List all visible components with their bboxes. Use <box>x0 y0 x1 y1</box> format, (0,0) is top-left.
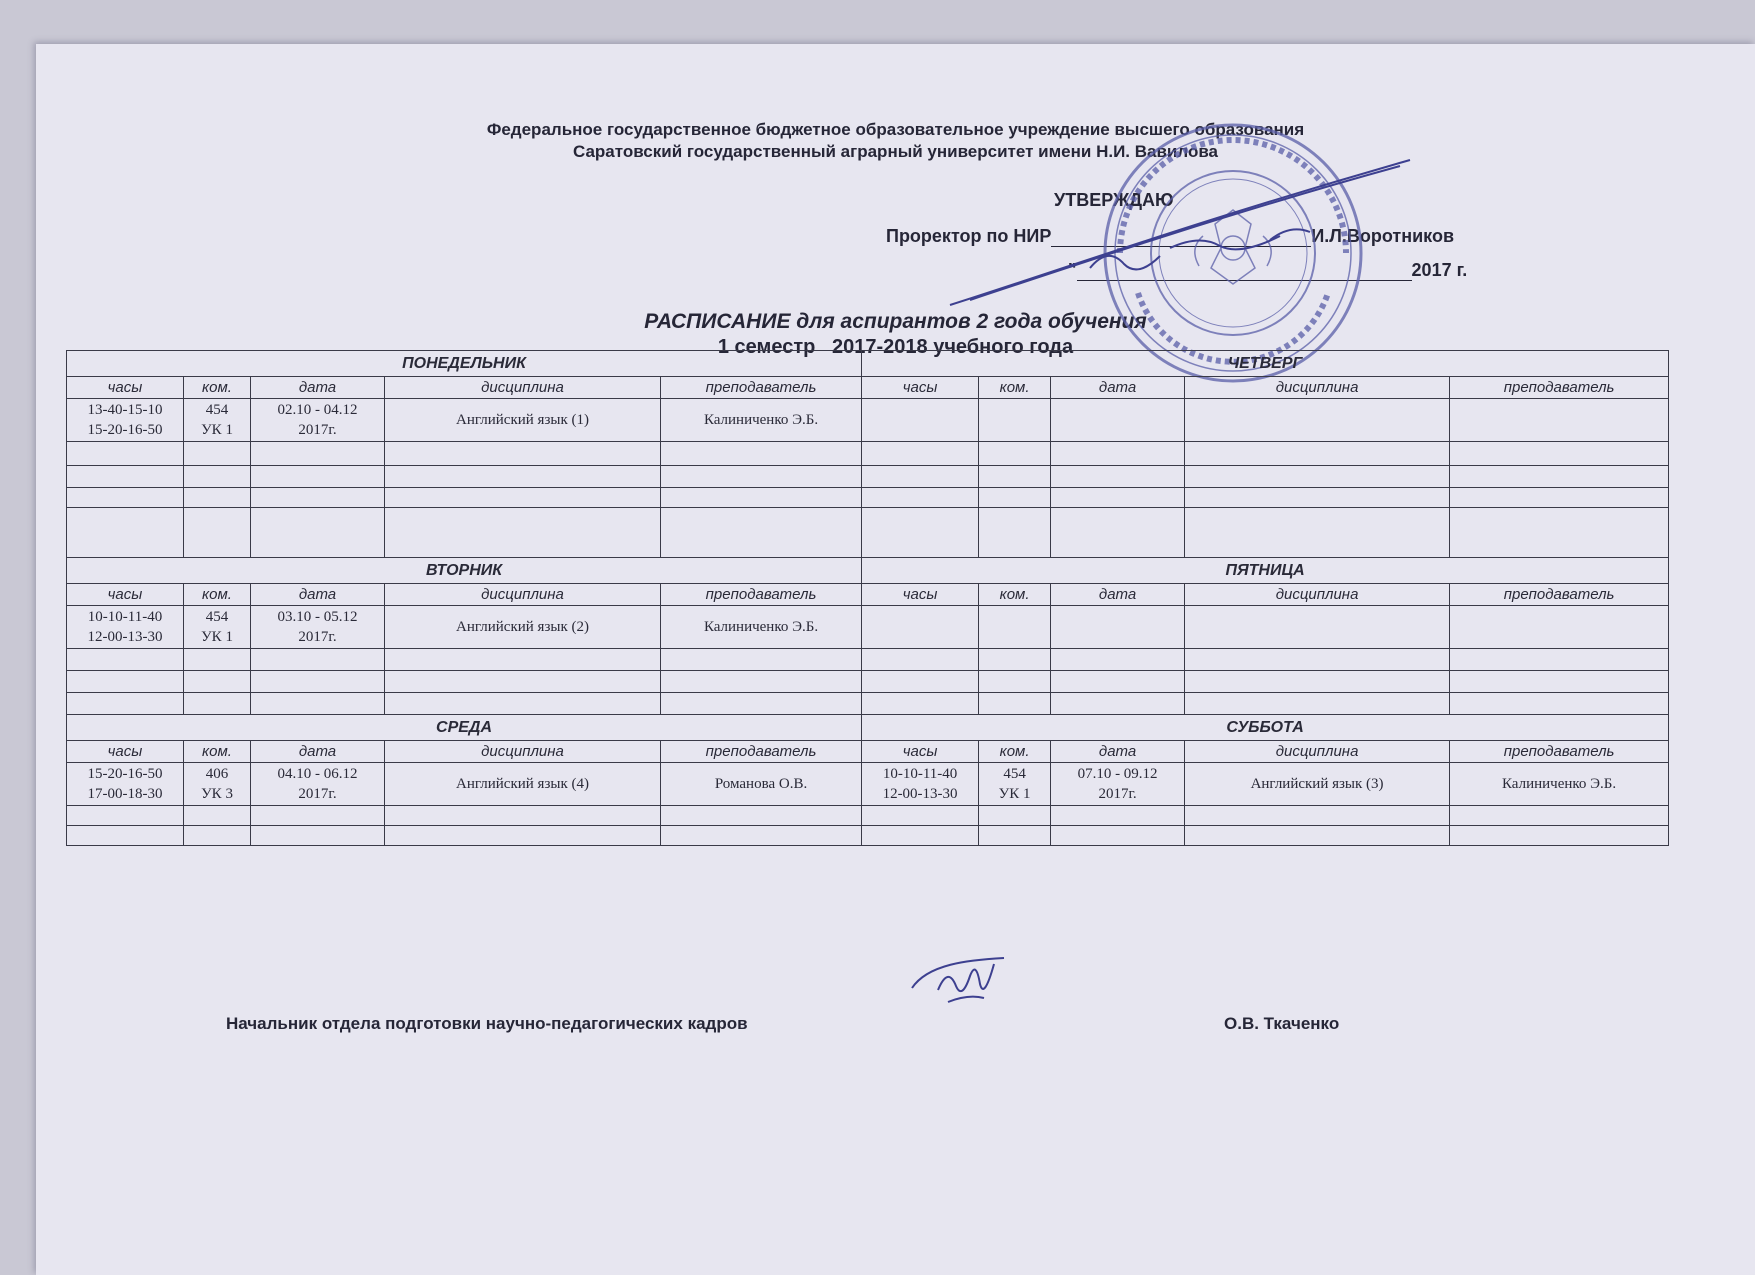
empty-row <box>67 806 1669 826</box>
empty-cell <box>862 671 979 693</box>
empty-cell <box>184 693 251 715</box>
empty-cell <box>1450 671 1669 693</box>
column-header: дисциплина <box>385 584 661 606</box>
cell-line: 07.10 - 09.12 <box>1077 766 1158 782</box>
empty-cell <box>251 649 385 671</box>
empty-cell <box>251 693 385 715</box>
date-cell <box>251 606 385 649</box>
schedule-row <box>67 606 1669 649</box>
teacher-cell: Калиниченко Э.Б. <box>661 399 862 442</box>
column-header: ком. <box>184 377 251 399</box>
empty-cell <box>979 488 1051 508</box>
empty-cell <box>661 693 862 715</box>
empty-row <box>67 508 1669 558</box>
empty-cell <box>67 671 184 693</box>
empty-row <box>67 693 1669 715</box>
day-header-1: ЧЕТВЕРГ <box>862 351 1669 377</box>
empty-row <box>67 826 1669 846</box>
empty-cell <box>385 649 661 671</box>
empty-row <box>67 488 1669 508</box>
discipline-cell: Английский язык (1) <box>385 399 661 442</box>
empty-cell <box>1051 442 1185 466</box>
empty-cell <box>385 508 661 558</box>
empty-row <box>67 671 1669 693</box>
room-cell <box>184 606 251 649</box>
room-cell <box>979 399 1051 442</box>
empty-cell <box>1450 806 1669 826</box>
empty-cell <box>184 508 251 558</box>
empty-cell <box>862 508 979 558</box>
empty-cell <box>67 826 184 846</box>
approver-signature <box>940 150 1420 320</box>
column-header: преподаватель <box>661 741 862 763</box>
date-cell <box>1051 606 1185 649</box>
teacher-cell <box>1450 399 1669 442</box>
empty-cell <box>184 488 251 508</box>
empty-cell <box>661 649 862 671</box>
approver-position: Проректор по НИР <box>886 226 1052 246</box>
column-header: дата <box>1051 741 1185 763</box>
empty-cell <box>979 693 1051 715</box>
approve-label: УТВЕРЖДАЮ <box>1054 190 1174 210</box>
empty-cell <box>251 466 385 488</box>
schedule-row <box>67 399 1669 442</box>
empty-cell <box>1450 488 1669 508</box>
hours-cell <box>862 606 979 649</box>
empty-cell <box>862 442 979 466</box>
empty-cell <box>1051 693 1185 715</box>
empty-cell <box>251 488 385 508</box>
column-header: дисциплина <box>385 741 661 763</box>
cell-line: УК 3 <box>201 786 233 802</box>
discipline-cell <box>1185 399 1450 442</box>
column-header: преподаватель <box>1450 377 1669 399</box>
empty-cell <box>979 806 1051 826</box>
empty-cell <box>184 466 251 488</box>
cell-line: 13-40-15-10 <box>87 402 163 418</box>
cell-line: 406 <box>205 766 229 782</box>
institution-line-1: Федеральное государственное бюджетное образовательное учреждение высшего образования <box>486 120 1305 139</box>
day-header-5: СУББОТА <box>862 715 1669 741</box>
empty-cell <box>67 693 184 715</box>
date-quote: " <box>1068 260 1077 280</box>
schedule-table <box>66 350 1669 846</box>
empty-cell <box>385 806 661 826</box>
teacher-cell <box>1450 606 1669 649</box>
cell-line: 12-00-13-30 <box>87 629 163 645</box>
empty-cell <box>67 466 184 488</box>
date-cell <box>1051 763 1185 806</box>
day-header-3: ПЯТНИЦА <box>862 558 1669 584</box>
cell-line: УК 1 <box>201 422 233 438</box>
cell-line: 454 <box>205 609 229 625</box>
empty-cell <box>1051 826 1185 846</box>
empty-row <box>67 466 1669 488</box>
empty-cell <box>979 826 1051 846</box>
column-header: дисциплина <box>1185 584 1450 606</box>
column-header: дата <box>251 584 385 606</box>
cell-line: УК 1 <box>201 629 233 645</box>
cell-line: 10-10-11-40 <box>87 609 163 625</box>
empty-cell <box>862 693 979 715</box>
column-header: преподаватель <box>1450 741 1669 763</box>
cell-line: 454 <box>1003 766 1026 782</box>
empty-cell <box>979 466 1051 488</box>
hours-cell <box>67 606 184 649</box>
empty-cell <box>67 508 184 558</box>
approval-year: 2017 г. <box>1411 260 1468 280</box>
empty-cell <box>251 826 385 846</box>
empty-cell <box>1185 649 1450 671</box>
empty-cell <box>385 826 661 846</box>
empty-cell <box>67 442 184 466</box>
column-header: дисциплина <box>385 377 661 399</box>
discipline-cell: Английский язык (4) <box>385 763 661 806</box>
column-header-row <box>67 377 1669 399</box>
cell-line: 10-10-11-40 <box>882 766 958 782</box>
cell-line: 04.10 - 06.12 <box>277 766 358 782</box>
column-header: ком. <box>979 377 1051 399</box>
empty-cell <box>979 508 1051 558</box>
empty-cell <box>661 466 862 488</box>
day-header-row <box>67 351 1669 377</box>
institution-line-2: Саратовский государственный аграрный университет имени Н.И. Вавилова <box>572 142 1219 161</box>
day-header-4: СРЕДА <box>67 715 862 741</box>
empty-cell <box>184 806 251 826</box>
empty-row <box>67 649 1669 671</box>
empty-cell <box>862 466 979 488</box>
cell-line: 454 <box>205 402 229 418</box>
teacher-cell: Романова О.В. <box>661 763 862 806</box>
column-header-row <box>67 584 1669 606</box>
empty-cell <box>661 442 862 466</box>
empty-cell <box>385 466 661 488</box>
empty-cell <box>862 826 979 846</box>
cell-line: 15-20-16-50 <box>87 766 163 782</box>
hours-cell <box>67 399 184 442</box>
footer-name: О.В. Ткаченко <box>1224 1014 1340 1033</box>
column-header: ком. <box>979 741 1051 763</box>
room-cell <box>184 399 251 442</box>
schedule-row <box>67 763 1669 806</box>
room-cell <box>979 606 1051 649</box>
empty-cell <box>661 826 862 846</box>
cell-line: УК 1 <box>998 786 1031 802</box>
date-cell <box>251 399 385 442</box>
empty-cell <box>1185 508 1450 558</box>
empty-cell <box>251 671 385 693</box>
column-header: дисциплина <box>1185 377 1450 399</box>
empty-cell <box>385 671 661 693</box>
column-header: дата <box>251 741 385 763</box>
discipline-cell <box>1185 606 1450 649</box>
empty-cell <box>67 488 184 508</box>
empty-cell <box>1450 649 1669 671</box>
column-header: ком. <box>184 584 251 606</box>
column-header: дата <box>1051 584 1185 606</box>
discipline-cell: Английский язык (3) <box>1185 763 1450 806</box>
empty-cell <box>184 826 251 846</box>
empty-row <box>67 442 1669 466</box>
empty-cell <box>1051 466 1185 488</box>
empty-cell <box>661 508 862 558</box>
day-header-row <box>67 558 1669 584</box>
empty-cell <box>385 693 661 715</box>
empty-cell <box>1450 508 1669 558</box>
column-header: дата <box>1051 377 1185 399</box>
column-header: часы <box>862 741 979 763</box>
empty-cell <box>385 442 661 466</box>
empty-cell <box>661 671 862 693</box>
empty-cell <box>251 442 385 466</box>
column-header: часы <box>862 377 979 399</box>
empty-cell <box>1185 671 1450 693</box>
empty-cell <box>184 649 251 671</box>
empty-cell <box>67 649 184 671</box>
hours-cell <box>862 763 979 806</box>
empty-cell <box>979 442 1051 466</box>
discipline-cell: Английский язык (2) <box>385 606 661 649</box>
empty-cell <box>862 806 979 826</box>
empty-cell <box>385 488 661 508</box>
cell-line: 02.10 - 04.12 <box>277 402 358 418</box>
empty-cell <box>1450 826 1669 846</box>
empty-cell <box>1185 442 1450 466</box>
empty-cell <box>1051 649 1185 671</box>
empty-cell <box>1450 466 1669 488</box>
hours-cell <box>67 763 184 806</box>
document-title: РАСПИСАНИЕ для аспирантов 2 года обучения <box>644 310 1147 333</box>
empty-cell <box>979 671 1051 693</box>
empty-cell <box>661 806 862 826</box>
empty-cell <box>1051 671 1185 693</box>
column-header: ком. <box>184 741 251 763</box>
column-header: преподаватель <box>1450 584 1669 606</box>
empty-cell <box>251 508 385 558</box>
column-header: часы <box>67 377 184 399</box>
empty-cell <box>184 442 251 466</box>
empty-cell <box>862 488 979 508</box>
column-header-row <box>67 741 1669 763</box>
footer-signature <box>908 952 1028 1012</box>
room-cell <box>979 763 1051 806</box>
empty-cell <box>1051 488 1185 508</box>
day-header-row <box>67 715 1669 741</box>
footer-position: Начальник отдела подготовки научно-педагогических кадров <box>226 1014 748 1033</box>
empty-cell <box>1185 488 1450 508</box>
column-header: преподаватель <box>661 584 862 606</box>
empty-cell <box>979 649 1051 671</box>
cell-line: 2017г. <box>1098 786 1137 802</box>
empty-cell <box>184 671 251 693</box>
document-subtitle: 1 семестр 2017-2018 учебного года <box>717 336 1074 358</box>
date-cell <box>251 763 385 806</box>
cell-line: 03.10 - 05.12 <box>277 609 358 625</box>
date-cell <box>1051 399 1185 442</box>
column-header: преподаватель <box>661 377 862 399</box>
empty-cell <box>661 488 862 508</box>
empty-cell <box>1185 806 1450 826</box>
column-header: часы <box>67 584 184 606</box>
empty-cell <box>1051 508 1185 558</box>
hours-cell <box>862 399 979 442</box>
column-header: часы <box>67 741 184 763</box>
empty-cell <box>1450 442 1669 466</box>
empty-cell <box>67 806 184 826</box>
empty-cell <box>1051 806 1185 826</box>
teacher-cell: Калиниченко Э.Б. <box>1450 763 1669 806</box>
empty-cell <box>1450 693 1669 715</box>
column-header: ком. <box>979 584 1051 606</box>
empty-cell <box>1185 466 1450 488</box>
cell-line: 2017г. <box>298 629 337 645</box>
cell-line: 15-20-16-50 <box>87 422 163 438</box>
cell-line: 12-00-13-30 <box>882 786 958 802</box>
column-header: дата <box>251 377 385 399</box>
empty-cell <box>1185 826 1450 846</box>
column-header: дисциплина <box>1185 741 1450 763</box>
empty-cell <box>1185 693 1450 715</box>
teacher-cell: Калиниченко Э.Б. <box>661 606 862 649</box>
day-header-0: ПОНЕДЕЛЬНИК <box>67 351 862 377</box>
cell-line: 2017г. <box>298 786 337 802</box>
cell-line: 17-00-18-30 <box>87 786 163 802</box>
column-header: часы <box>862 584 979 606</box>
room-cell <box>184 763 251 806</box>
day-header-2: ВТОРНИК <box>67 558 862 584</box>
empty-cell <box>862 649 979 671</box>
cell-line: 2017г. <box>298 422 337 438</box>
empty-cell <box>251 806 385 826</box>
approver-name: И.Л.Воротников <box>1311 226 1455 246</box>
